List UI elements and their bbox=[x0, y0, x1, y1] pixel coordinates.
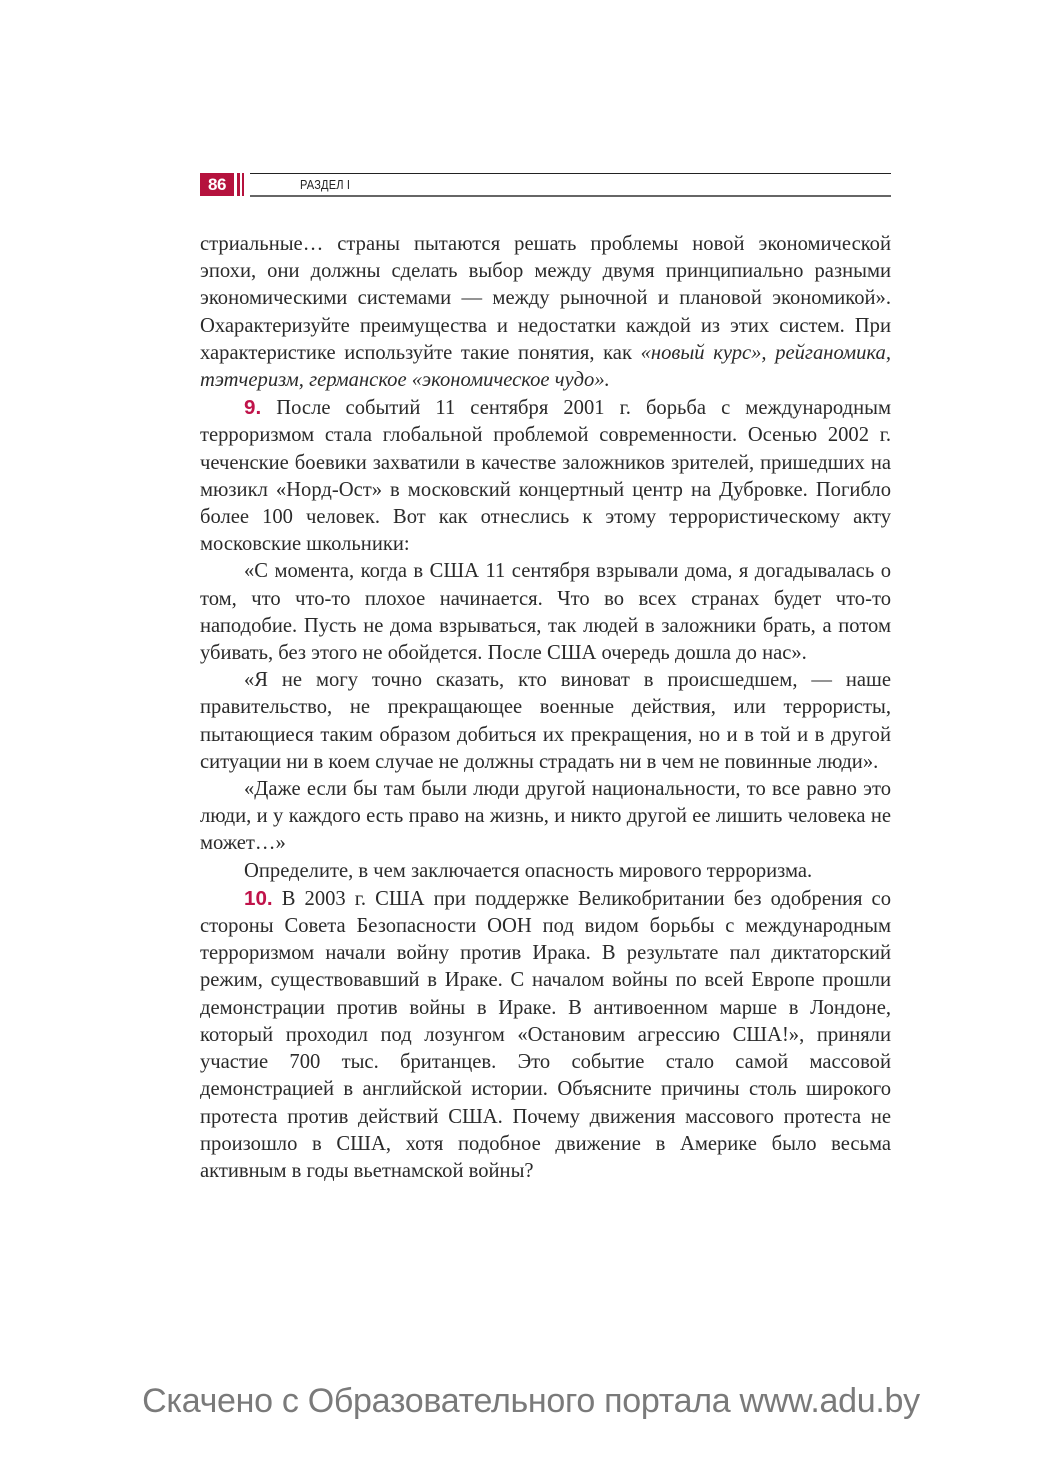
question-text: После событий 11 сентября 2001 г. борьба с международным терроризмом стала глобальной проблемой современности. Осенью 2002 г. чеченские боевики захватили в качестве заложников зрителей, пришедших на мюзикл «Норд-Ост» в московский концертный центр на Дубровке. Погибло более 100 человек. Вот как отнеслись к этому террористическому акту московские школьники: bbox=[200, 397, 891, 556]
question-9 bbox=[200, 394, 891, 558]
page-body bbox=[200, 231, 891, 1185]
question-number: 10. bbox=[244, 886, 273, 910]
section-label: РАЗДЕЛ I bbox=[300, 177, 351, 192]
question-text: В 2003 г. США при поддержке Великобритании без одобрения со стороны Совета Безопасности ООН под видом борьбы с международным терроризмом начали войну против Ирака. В результате пал диктаторский режим, существовавший в Ираке. С началом войны по всей Европе прошли демонстрации против войны в Ираке. В антивоенном марше в Лондоне, который проходил под лозунгом «Остановим агрессию США!», приняли участие 700 тыс. британцев. Это событие стало самой массовой демонстрацией в английской истории. Объясните причины столь широкого протеста против действий США. Почему движения массового протеста не произошло в США, хотя подобное движение в Америке было весьма активным в годы вьетнамской войны? bbox=[200, 887, 891, 1182]
question-number: 9. bbox=[244, 396, 262, 420]
quote-2: «Я не могу точно сказать, кто виноват в происшедшем, — наше правительство, не прекращающее военные действия, или террористы, пытающиеся таким образом добиться их прекращения, но и в той и в другой ситуации ни в коем случае не должны страдать ни в чем не повинные люди». bbox=[200, 669, 891, 773]
quote-1: «С момента, когда в США 11 сентября взрывали дома, я догадывалась о том, что что-то плохое начинается. Что во всех странах будет что-то наподобие. Пусть не дома взрываться, так людей в заложники брать, а потом убивать, без этого не обойдется. После США очередь дошла до нас». bbox=[200, 560, 891, 665]
question-10 bbox=[200, 885, 891, 1185]
italic-terms: «новый курс», рейганомика, тэтчеризм, германское «экономическое чудо». bbox=[200, 341, 891, 392]
paragraph-continuation bbox=[200, 231, 891, 394]
page-number-badge: 86 bbox=[200, 173, 234, 196]
download-watermark: Скачено с Образовательного портала www.adu.by bbox=[142, 1382, 920, 1420]
header-rule-bottom bbox=[250, 195, 891, 197]
quote-3: «Даже если бы там были люди другой национальности, то все равно это люди, и у каждого есть право на жизнь, и никто другой ее лишить человека не может…» bbox=[200, 778, 891, 855]
header-accent-bar bbox=[237, 173, 240, 196]
paragraph-text: стриальные… страны пытаются решать проблемы новой экономической эпохи, они должны сделать выбор между двумя принципиально разными экономическими системами — между рыночной и плановой экономикой». Охарактеризуйте преимущества и недостатки каждой из этих систем. При характеристике используйте такие понятия, как bbox=[200, 233, 891, 364]
header-rule-top bbox=[250, 173, 891, 174]
running-header bbox=[200, 172, 891, 198]
question-9-task: Определите, в чем заключается опасность мирового терроризма. bbox=[244, 859, 813, 882]
header-accent-bar-thin bbox=[242, 173, 244, 196]
